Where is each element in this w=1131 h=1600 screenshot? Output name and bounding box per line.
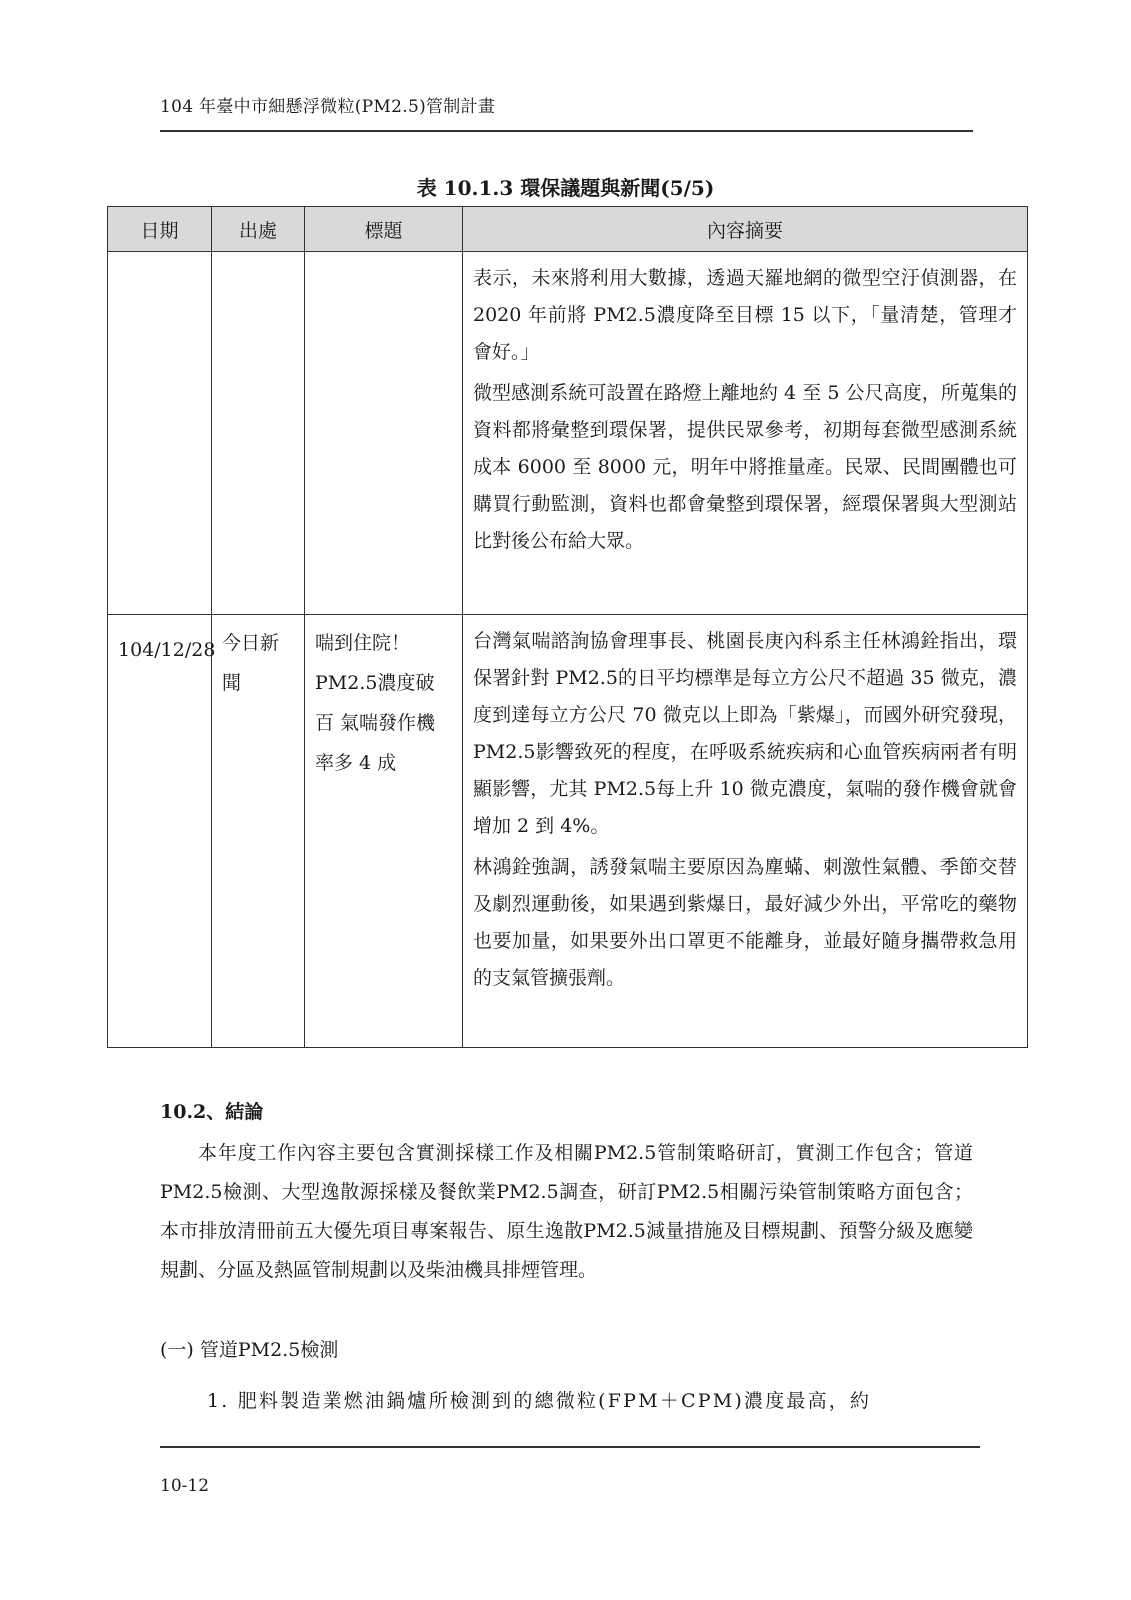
column-header-summary: 內容摘要 <box>463 207 1028 252</box>
numbered-item: 1. 肥料製造業燃油鍋爐所檢測到的總微粒(FPM＋CPM)濃度最高，約 <box>207 1390 872 1412</box>
table-header-row <box>108 207 1028 252</box>
source-cell <box>212 252 305 615</box>
column-header-title: 標題 <box>305 207 463 252</box>
table-row <box>108 615 1028 1048</box>
column-header-date: 日期 <box>108 207 212 252</box>
section-heading: 10.2、結論 <box>160 1101 264 1123</box>
title-cell: 喘到住院！PM2.5濃度破百 氣喘發作機率多 4 成 <box>305 615 463 1048</box>
news-table <box>107 206 1028 1048</box>
header-divider <box>160 130 973 132</box>
column-header-source: 出處 <box>212 207 305 252</box>
summary-paragraph: 台灣氣喘諮詢協會理事長、桃園長庚內科系主任林鴻銓指出，環保署針對 PM2.5的日平均標準是每立方公尺不超過 35 微克，濃度到達每立方公尺 70 微克以上即為「紫爆」，而國外研究發現，PM2.5影響致死的程度，在呼吸系統疾病和心血管疾病兩者有明顯影響，尤其 PM2.5每上升 10 微克濃度，氣喘的發作機會就會增加 2 到 4%。 <box>473 630 1017 837</box>
subsection-heading: (一) 管道PM2.5檢測 <box>160 1339 339 1361</box>
source-cell: 今日新聞 <box>212 615 305 1048</box>
document-header-title: 104 年臺中市細懸浮微粒(PM2.5)管制計畫 <box>160 97 496 117</box>
summary-cell <box>463 615 1028 1048</box>
summary-paragraph: 微型感測系統可設置在路燈上離地約 4 至 5 公尺高度，所蒐集的資料都將彙整到環保署，提供民眾參考，初期每套微型感測系統成本 6000 至 8000 元，明年中將推量產。民眾、民間團體也可購買行動監測，資料也都會彙整到環保署，經環保署與大型測站比對後公布給大眾。 <box>473 382 1017 552</box>
footer-divider <box>160 1446 980 1448</box>
conclusion-paragraph: 本年度工作內容主要包含實測採樣工作及相關PM2.5管制策略研訂，實測工作包含；管道PM2.5檢測、大型逸散源採樣及餐飲業PM2.5調查，研訂PM2.5相關污染管制策略方面包含；本市排放清冊前五大優先項目專案報告、原生逸散PM2.5減量措施及目標規劃、預警分級及應變規劃、分區及熱區管制規劃以及柴油機具排煙管理。 <box>160 1142 973 1281</box>
date-cell: 104/12/28 <box>108 615 212 1048</box>
summary-cell <box>463 252 1028 615</box>
page-number: 10-12 <box>160 1476 210 1496</box>
table-caption: 表 10.1.3 環保議題與新聞(5/5) <box>416 176 715 200</box>
summary-paragraph: 林鴻銓強調，誘發氣喘主要原因為塵蟎、刺激性氣體、季節交替及劇烈運動後，如果遇到紫爆日，最好減少外出，平常吃的藥物也要加量，如果要外出口罩更不能離身，並最好隨身攜帶救急用的支氣管擴張劑。 <box>473 856 1017 989</box>
table-row <box>108 252 1028 615</box>
date-cell <box>108 252 212 615</box>
title-cell <box>305 252 463 615</box>
summary-paragraph: 表示，未來將利用大數據，透過天羅地網的微型空汙偵測器，在 2020 年前將 PM2.5濃度降至目標 15 以下，「量清楚，管理才會好。」 <box>473 267 1017 363</box>
